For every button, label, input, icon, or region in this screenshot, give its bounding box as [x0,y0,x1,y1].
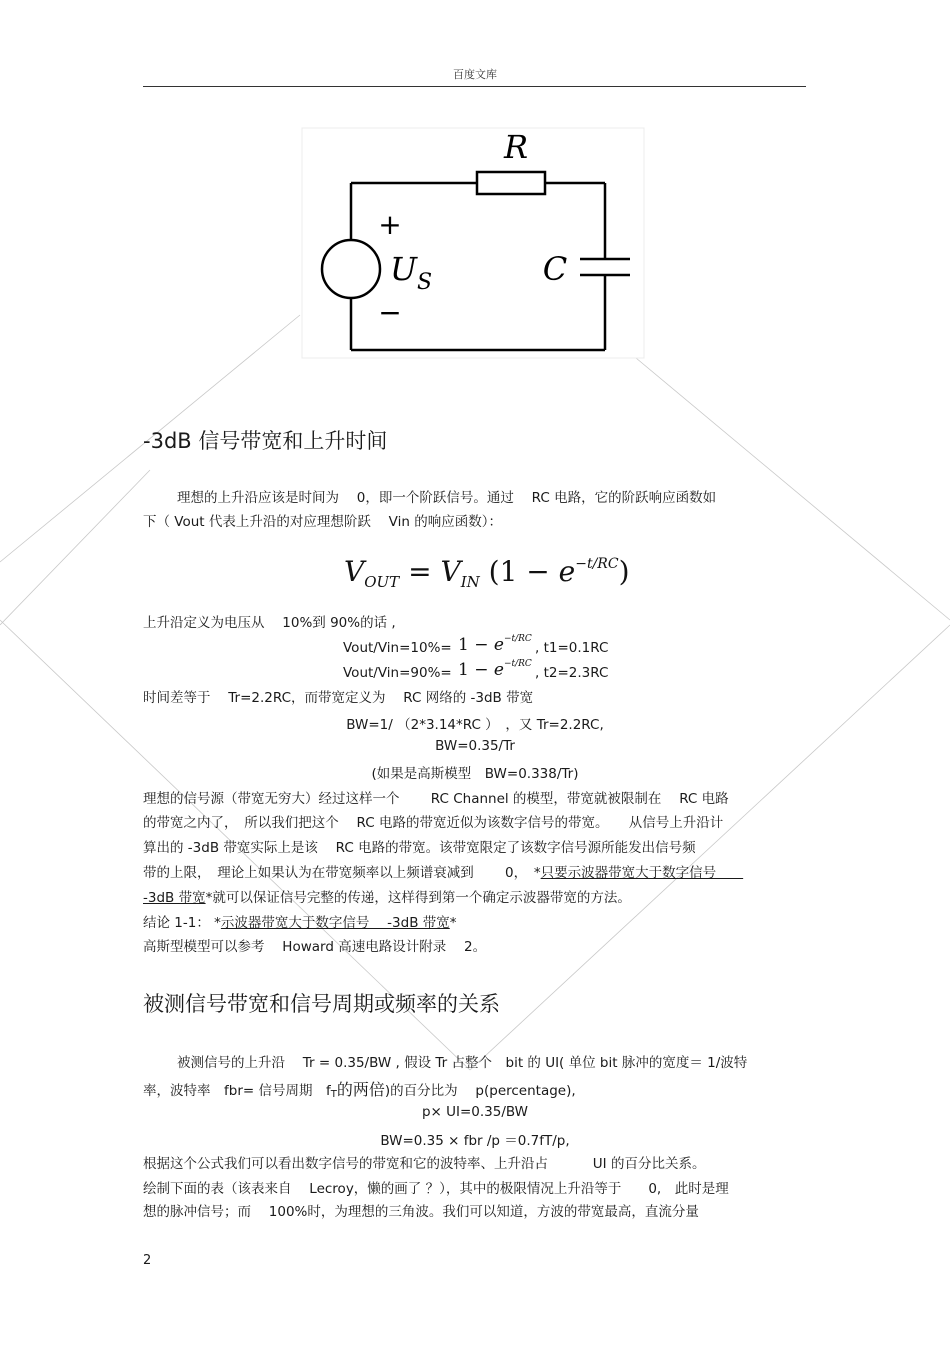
main-formula [330,545,630,595]
para2-line3: 算出的 -3dB 带宽实际上是该 RC 电路的带宽。该带宽限定了该数字信号源所能发出信号频 [143,840,696,856]
eq2-right: , t2=2.3RC [535,665,609,681]
para2-line5: -3dB 带宽*就可以保证信号完整的传递，这样得到第一个确定示波器带宽的方法。 [143,890,631,906]
source-label: $U_S$ [390,250,433,295]
para3-line2: 率，波特率 fbr= 信号周期 fT的两倍)的百分比为 p(percentage), [143,1080,576,1100]
svg-text:1 − e−t/RC: $1 - e^{-t/RC}$ [458,659,532,680]
eq2-left: Vout/Vin=90%= [343,665,452,681]
bw-formula-2: BW=0.35/Tr [435,738,515,754]
section-title-bandwidth-frequency: 被测信号带宽和信号周期或频率的关系 [143,992,500,1016]
para4-line3: 想的脉冲信号；而 100%时，为理想的三角波。我们可以知道，方波的带宽最高，直流分量 [143,1204,699,1220]
resistor-label: R [503,128,529,166]
underlined-claim: 只要示波器带宽大于数字信号 [540,865,744,881]
para4-line2: 绘制下面的表（该表来自 Lecroy，懒的画了 ？），其中的极限情况上升沿等于 0, 此时是理 [143,1181,729,1197]
page-header: 百度文库 [453,68,497,81]
eq1-right: , t1=0.1RC [535,640,609,656]
rise-definition: 上升沿定义为电压从 10%到 90%的话 , [143,615,396,631]
svg-text:1 − e−t/RC: $1 - e^{-t/RC}$ [458,634,532,655]
conclusion-1-1: 结论 1-1： *示波器带宽大于数字信号 -3dB 带宽* [143,915,457,931]
section-title-3db: -3dB 信号带宽和上升时间 [143,429,388,453]
para3-line1: 被测信号的上升沿 Tr = 0.35/BW , 假设 Tr 占整个 bit 的 UI( 单位 bit 脉冲的宽度＝ 1/波特 [177,1055,748,1071]
page-number: 2 [143,1253,152,1268]
eq2-expr [456,655,536,681]
para1-line2: 下（ Vout 代表上升沿的对应理想阶跃 Vin 的响应函数）： [143,514,502,530]
rc-circuit-diagram [302,128,644,358]
source-plus: + [378,208,402,241]
para2-line2: 的带宽之内了， 所以我们把这个 RC 电路的带宽近似为该数字信号的带宽。 从信号上升沿计 [143,815,724,831]
eq1-expr [456,630,536,656]
para1-line1: 理想的上升沿应该是时间为 0，即一个阶跃信号。通过 RC 电路，它的阶跃响应函数如 [177,490,717,506]
time-diff-line: 时间差等于 Tr=2.2RC，而带宽定义为 RC 网络的 -3dB 带宽 [143,690,534,706]
para4-line1: 根据这个公式我们可以看出数字信号的带宽和它的波特率、上升沿占 UI 的百分比关系。 [143,1156,706,1172]
para2-line1: 理想的信号源（带宽无穷大）经过这样一个 RC Channel 的模型，带宽就被限制在 RC 电路 [143,791,729,807]
bw-formula-1: BW=1/ （2*3.14*RC ） ，又 Tr=2.2RC, [346,717,604,733]
header-rule [143,86,806,87]
source-minus: − [378,296,402,329]
eq1-left: Vout/Vin=10%= [343,640,452,656]
capacitor-label: C [542,250,568,288]
para2-line4: 带的上限， 理论上如果认为在带宽频率以上频谱衰减到 0， *只要示波器带宽大于数字信号 [143,865,744,881]
eq-p-ui: p× UI=0.35/BW [421,1104,529,1120]
gauss-reference: 高斯型模型可以参考 Howard 高速电路设计附录 2。 [143,939,487,955]
bw-gauss-note: (如果是高斯模型 BW=0.338/Tr) [371,766,579,782]
svg-text:VOUT = VIN (1 − e−t/RC): $V_{OUT} = V_{IN}$ $(1 - e^{-t/RC})$ [344,555,630,591]
eq-bw-fbr: BW=0.35 × fbr /p ＝0.7fT/p, [380,1133,570,1149]
